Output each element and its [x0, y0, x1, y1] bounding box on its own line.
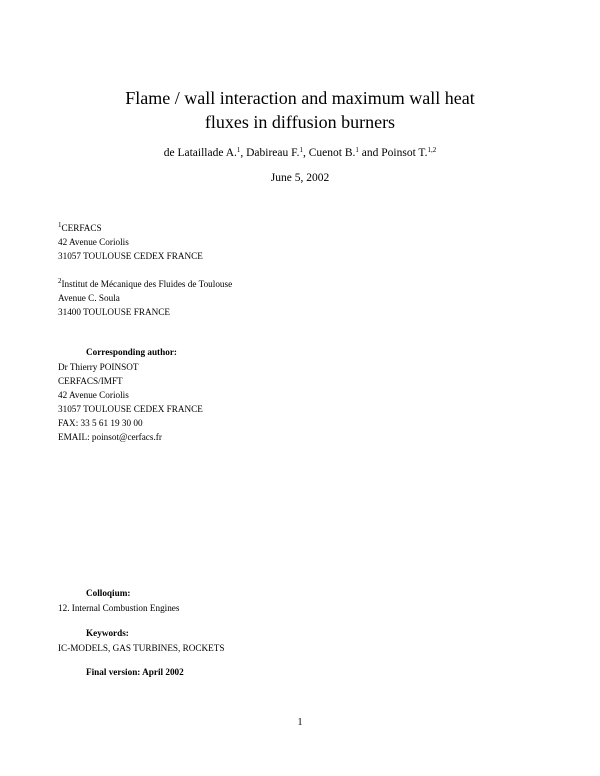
author-4: Poinsot T. [381, 147, 428, 159]
author-1-affiliation: 1 [236, 146, 241, 154]
affiliation-2-marker: 2 [58, 277, 62, 285]
affiliation-2 [58, 277, 232, 319]
affiliation-1-street: 42 Avenue Coriolis [58, 237, 129, 247]
author-4-affiliation: 1,2 [427, 146, 437, 154]
author-3: Cuenot B. [308, 147, 356, 159]
author-2: Dabireau F. [246, 147, 300, 159]
corresponding-author-details [58, 360, 203, 444]
corresponding-author-name: Dr Thierry POINSOT [58, 362, 139, 372]
corresponding-author-fax: FAX: 33 5 61 19 30 00 [58, 418, 143, 428]
corresponding-author-institution: CERFACS/IMFT [58, 376, 123, 386]
author-1: de Lataillade A. [163, 147, 237, 159]
final-version-note: Final version: April 2002 [86, 667, 184, 677]
affiliation-2-street: Avenue C. Soula [58, 293, 120, 303]
author-separator: , [303, 147, 309, 159]
author-list [0, 147, 600, 159]
affiliation-2-name: $^2$Institut de Mécanique des Fluides de Toulouse [58, 277, 233, 289]
colloquium-value: 12. Internal Combustion Engines [58, 603, 180, 613]
affiliation-1-name: $^1$CERFACS [58, 221, 102, 233]
author-separator: , [240, 147, 247, 159]
colloquium-heading: Colloqium: [86, 588, 131, 598]
author-2-affiliation: 1 [299, 146, 303, 154]
affiliation-2-city: 31400 TOULOUSE FRANCE [58, 307, 170, 317]
title-line-2: fluxes in diffusion burners [204, 112, 396, 132]
keywords-value: IC-MODELS, GAS TURBINES, ROCKETS [58, 643, 225, 653]
paper-date: June 5, 2002 [270, 172, 330, 184]
corresponding-author-street: 42 Avenue Coriolis [58, 390, 129, 400]
corresponding-author-city: 31057 TOULOUSE CEDEX FRANCE [58, 404, 203, 414]
affiliation-1 [58, 221, 203, 263]
corresponding-author-email: EMAIL: poinsot@cerfacs.fr [58, 432, 162, 442]
author-3-affiliation: 1 [355, 146, 359, 154]
paper-title [0, 86, 600, 134]
page-number: 1 [297, 717, 303, 728]
keywords-heading: Keywords: [86, 628, 129, 638]
author-separator: and [358, 147, 382, 159]
affiliation-1-marker: 1 [58, 221, 62, 229]
affiliation-1-city: 31057 TOULOUSE CEDEX FRANCE [58, 251, 203, 261]
corresponding-author-heading: Corresponding author: [86, 347, 177, 357]
title-line-1: Flame / wall interaction and maximum wall heat [125, 88, 475, 108]
